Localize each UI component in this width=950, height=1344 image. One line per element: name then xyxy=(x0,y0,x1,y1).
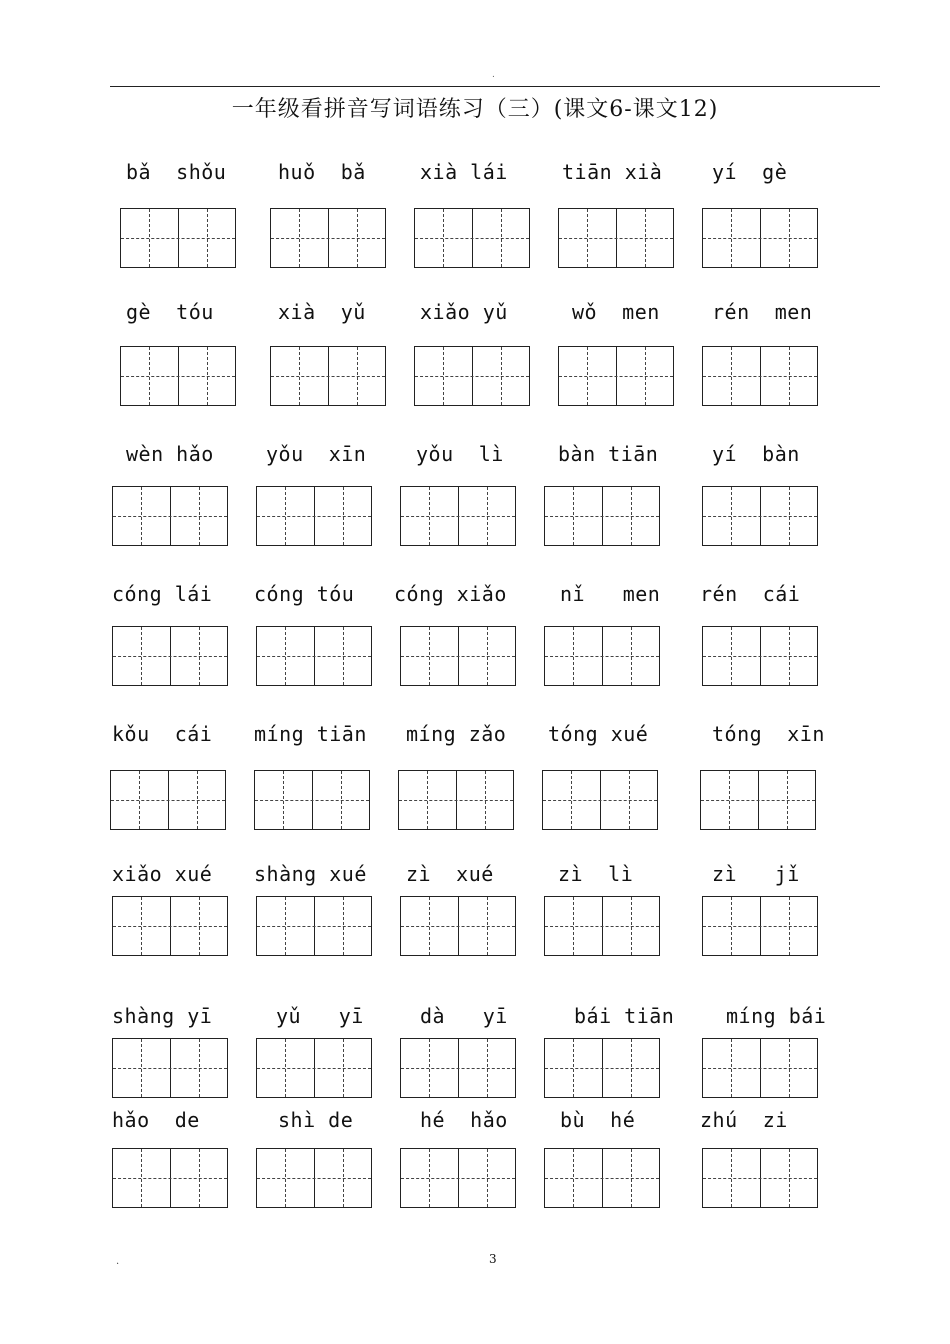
guide-line xyxy=(587,347,588,405)
pinyin-label: kǒu cái xyxy=(112,722,213,746)
guide-line xyxy=(631,1149,632,1207)
guide-line xyxy=(113,1178,227,1179)
guide-line xyxy=(111,800,225,801)
pinyin-label: zhú zi xyxy=(700,1108,788,1132)
guide-line xyxy=(343,1149,344,1207)
guide-line xyxy=(207,347,208,405)
writing-grid-box[interactable] xyxy=(544,1038,660,1098)
guide-line xyxy=(199,1149,200,1207)
guide-line xyxy=(149,347,150,405)
pinyin-label: yǒu xīn xyxy=(266,442,367,466)
guide-line xyxy=(255,800,369,801)
guide-line xyxy=(631,627,632,685)
writing-grid-box[interactable] xyxy=(112,1038,228,1098)
pinyin-label: huǒ bǎ xyxy=(278,160,366,184)
guide-line xyxy=(629,771,630,829)
guide-line xyxy=(545,1178,659,1179)
guide-line xyxy=(559,376,673,377)
pinyin-label: bái tiān xyxy=(574,1004,675,1028)
guide-line xyxy=(429,627,430,685)
guide-line xyxy=(789,1149,790,1207)
guide-line xyxy=(139,771,140,829)
page-number: 3 xyxy=(489,1252,497,1266)
pinyin-label: xià yǔ xyxy=(278,300,366,324)
guide-line xyxy=(401,516,515,517)
guide-line xyxy=(487,897,488,955)
guide-line xyxy=(343,1039,344,1097)
writing-grid-box[interactable] xyxy=(112,896,228,956)
guide-line xyxy=(789,1039,790,1097)
guide-line xyxy=(401,1068,515,1069)
guide-line xyxy=(631,1039,632,1097)
guide-line xyxy=(631,897,632,955)
writing-grid-box[interactable] xyxy=(702,208,818,268)
pinyin-label: shì de xyxy=(278,1108,354,1132)
guide-line xyxy=(731,627,732,685)
writing-grid-box[interactable] xyxy=(400,1148,516,1208)
guide-line xyxy=(427,771,428,829)
guide-line xyxy=(703,1178,817,1179)
writing-grid-box[interactable] xyxy=(702,486,818,546)
pinyin-label: míng zǎo xyxy=(406,722,507,746)
pinyin-label: shàng yī xyxy=(112,1004,213,1028)
pinyin-label: tóng xīn xyxy=(712,722,825,746)
guide-line xyxy=(299,209,300,267)
guide-line xyxy=(285,897,286,955)
pinyin-label: tóng xué xyxy=(548,722,649,746)
pinyin-label: yí bàn xyxy=(712,442,800,466)
writing-grid-box[interactable] xyxy=(400,896,516,956)
pinyin-label: bǎ shǒu xyxy=(126,160,227,184)
guide-line xyxy=(501,209,502,267)
guide-line xyxy=(343,627,344,685)
pinyin-label: zì lì xyxy=(558,862,634,886)
guide-line xyxy=(789,209,790,267)
guide-line xyxy=(729,771,730,829)
guide-line xyxy=(429,487,430,545)
guide-line xyxy=(415,238,529,239)
guide-line xyxy=(701,800,815,801)
page-title: 一年级看拼音写词语练习（三）(课文6-课文12) xyxy=(231,97,719,122)
pinyin-label: shàng xué xyxy=(254,862,367,886)
guide-line xyxy=(285,487,286,545)
writing-grid-box[interactable] xyxy=(544,896,660,956)
guide-line xyxy=(343,897,344,955)
guide-line xyxy=(285,627,286,685)
guide-line xyxy=(573,1039,574,1097)
guide-line xyxy=(197,771,198,829)
writing-grid-box[interactable] xyxy=(112,626,228,686)
guide-line xyxy=(645,347,646,405)
pinyin-label: cóng xiǎo xyxy=(394,582,507,606)
guide-line xyxy=(731,897,732,955)
guide-line xyxy=(401,1178,515,1179)
guide-line xyxy=(789,487,790,545)
guide-line xyxy=(271,238,385,239)
guide-line xyxy=(545,656,659,657)
pinyin-label: wèn hǎo xyxy=(126,442,214,466)
guide-line xyxy=(113,516,227,517)
guide-line xyxy=(587,209,588,267)
guide-line xyxy=(113,656,227,657)
guide-line xyxy=(257,1178,371,1179)
guide-line xyxy=(501,347,502,405)
guide-line xyxy=(113,1068,227,1069)
guide-line xyxy=(545,516,659,517)
guide-line xyxy=(631,487,632,545)
guide-line xyxy=(571,771,572,829)
pinyin-label: hǎo de xyxy=(112,1108,200,1132)
writing-grid-box[interactable] xyxy=(256,896,372,956)
pinyin-label: rén cái xyxy=(700,582,801,606)
guide-line xyxy=(731,1149,732,1207)
pinyin-label: gè tóu xyxy=(126,300,214,324)
pinyin-label: xiǎo xué xyxy=(112,862,213,886)
pinyin-label: yǔ yī xyxy=(276,1004,364,1028)
writing-grid-box[interactable] xyxy=(120,208,236,268)
guide-line xyxy=(429,1039,430,1097)
guide-line xyxy=(257,926,371,927)
guide-line xyxy=(545,1068,659,1069)
writing-grid-box[interactable] xyxy=(414,346,530,406)
guide-line xyxy=(543,800,657,801)
writing-grid-box[interactable] xyxy=(256,626,372,686)
guide-line xyxy=(573,487,574,545)
guide-line xyxy=(199,487,200,545)
guide-line xyxy=(141,897,142,955)
guide-line xyxy=(645,209,646,267)
pinyin-label: rén men xyxy=(712,300,813,324)
writing-grid-box[interactable] xyxy=(400,626,516,686)
guide-line xyxy=(207,209,208,267)
guide-line xyxy=(341,771,342,829)
writing-grid-box[interactable] xyxy=(544,626,660,686)
guide-line xyxy=(141,627,142,685)
guide-line xyxy=(429,897,430,955)
guide-line xyxy=(257,1068,371,1069)
guide-line xyxy=(141,1039,142,1097)
header-dot: . xyxy=(492,70,495,80)
pinyin-label: bàn tiān xyxy=(558,442,659,466)
guide-line xyxy=(113,926,227,927)
writing-grid-box[interactable] xyxy=(544,486,660,546)
writing-grid-box[interactable] xyxy=(702,626,818,686)
writing-grid-box[interactable] xyxy=(400,1038,516,1098)
guide-line xyxy=(443,347,444,405)
guide-line xyxy=(573,897,574,955)
guide-line xyxy=(285,1149,286,1207)
guide-line xyxy=(141,1149,142,1207)
writing-grid-box[interactable] xyxy=(702,1148,818,1208)
guide-line xyxy=(257,656,371,657)
writing-grid-box[interactable] xyxy=(400,486,516,546)
writing-grid-box[interactable] xyxy=(702,1038,818,1098)
guide-line xyxy=(401,656,515,657)
guide-line xyxy=(485,771,486,829)
guide-line xyxy=(271,376,385,377)
guide-line xyxy=(573,627,574,685)
guide-line xyxy=(149,209,150,267)
guide-line xyxy=(789,347,790,405)
guide-line xyxy=(415,376,529,377)
guide-line xyxy=(399,800,513,801)
guide-line xyxy=(789,627,790,685)
guide-line xyxy=(487,487,488,545)
guide-line xyxy=(443,209,444,267)
pinyin-label: zì xué xyxy=(406,862,494,886)
writing-grid-box[interactable] xyxy=(702,346,818,406)
guide-line xyxy=(121,376,235,377)
guide-line xyxy=(787,771,788,829)
guide-line xyxy=(357,209,358,267)
guide-line xyxy=(285,1039,286,1097)
writing-grid-box[interactable] xyxy=(270,208,386,268)
guide-line xyxy=(703,926,817,927)
pinyin-label: hé hǎo xyxy=(420,1108,508,1132)
writing-grid-box[interactable] xyxy=(414,208,530,268)
pinyin-label: zì jǐ xyxy=(712,862,800,886)
guide-line xyxy=(703,238,817,239)
guide-line xyxy=(703,376,817,377)
writing-grid-box[interactable] xyxy=(256,486,372,546)
pinyin-label: bù hé xyxy=(560,1108,636,1132)
guide-line xyxy=(343,487,344,545)
guide-line xyxy=(573,1149,574,1207)
guide-line xyxy=(703,1068,817,1069)
writing-grid-box[interactable] xyxy=(120,346,236,406)
writing-grid-box[interactable] xyxy=(254,770,370,830)
writing-grid-box[interactable] xyxy=(110,770,226,830)
pinyin-label: míng bái xyxy=(726,1004,827,1028)
guide-line xyxy=(789,897,790,955)
pinyin-label: dà yī xyxy=(420,1004,508,1028)
guide-line xyxy=(199,1039,200,1097)
guide-line xyxy=(121,238,235,239)
writing-grid-box[interactable] xyxy=(398,770,514,830)
writing-grid-box[interactable] xyxy=(544,1148,660,1208)
pinyin-label: tiān xià xyxy=(562,160,663,184)
guide-line xyxy=(731,487,732,545)
writing-grid-box[interactable] xyxy=(702,896,818,956)
writing-grid-box[interactable] xyxy=(112,1148,228,1208)
writing-grid-box[interactable] xyxy=(558,346,674,406)
writing-grid-box[interactable] xyxy=(542,770,658,830)
guide-line xyxy=(357,347,358,405)
guide-line xyxy=(141,487,142,545)
guide-line xyxy=(731,347,732,405)
writing-grid-box[interactable] xyxy=(558,208,674,268)
guide-line xyxy=(429,1149,430,1207)
guide-line xyxy=(545,926,659,927)
guide-line xyxy=(703,516,817,517)
guide-line xyxy=(199,627,200,685)
pinyin-label: xià lái xyxy=(420,160,508,184)
pinyin-label: yǒu lì xyxy=(416,442,504,466)
pinyin-label: cóng lái xyxy=(112,582,213,606)
guide-line xyxy=(731,209,732,267)
guide-line xyxy=(731,1039,732,1097)
writing-grid-box[interactable] xyxy=(256,1148,372,1208)
guide-line xyxy=(487,1149,488,1207)
guide-line xyxy=(487,627,488,685)
guide-line xyxy=(559,238,673,239)
guide-line xyxy=(283,771,284,829)
guide-line xyxy=(257,516,371,517)
writing-grid-box[interactable] xyxy=(270,346,386,406)
pinyin-label: míng tiān xyxy=(254,722,367,746)
pinyin-label: yí gè xyxy=(712,160,788,184)
guide-line xyxy=(401,926,515,927)
writing-grid-box[interactable] xyxy=(112,486,228,546)
pinyin-label: cóng tóu xyxy=(254,582,355,606)
pinyin-label: wǒ men xyxy=(572,300,660,324)
guide-line xyxy=(703,656,817,657)
writing-grid-box[interactable] xyxy=(700,770,816,830)
guide-line xyxy=(299,347,300,405)
pinyin-label: nǐ men xyxy=(560,582,661,606)
guide-line xyxy=(199,897,200,955)
pinyin-label: xiǎo yǔ xyxy=(420,300,508,324)
guide-line xyxy=(487,1039,488,1097)
writing-grid-box[interactable] xyxy=(256,1038,372,1098)
footer-dot: . xyxy=(116,1256,120,1267)
